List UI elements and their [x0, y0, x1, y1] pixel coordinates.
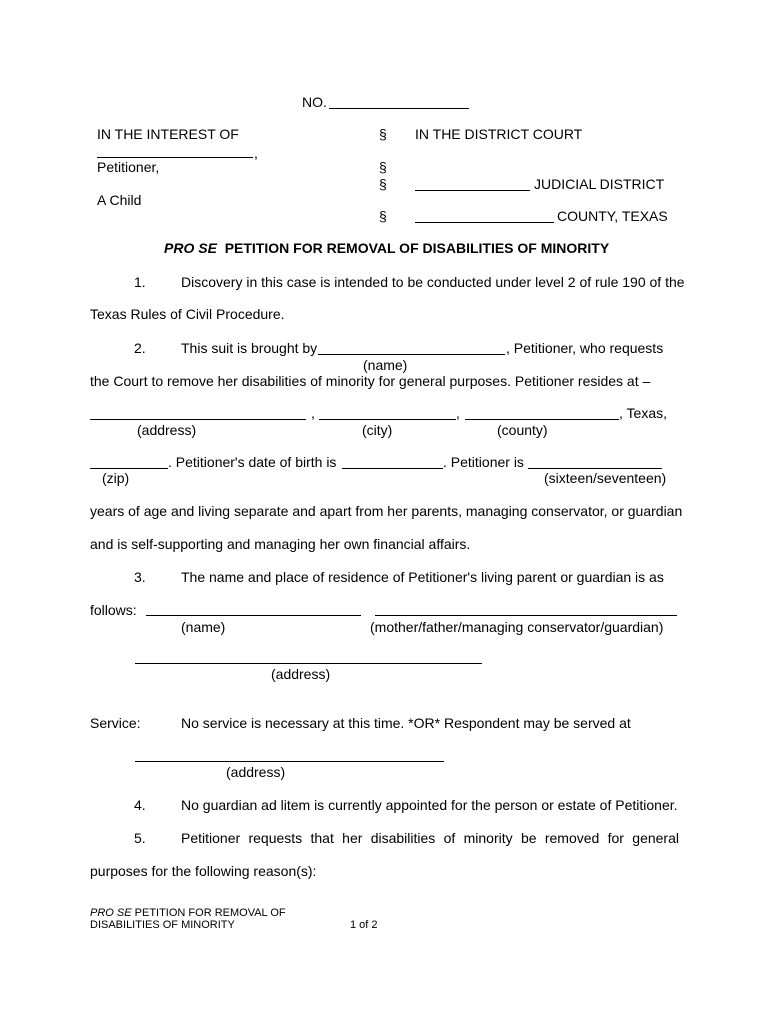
address-blank[interactable]: [90, 419, 306, 420]
dob-blank[interactable]: [342, 468, 443, 469]
service-text: No service is necessary at this time. *OR* Respondent may be served at: [181, 715, 631, 731]
p1-number: 1.: [134, 274, 146, 290]
judicial-district-label: JUDICIAL DISTRICT: [534, 176, 665, 192]
parent-name-blank[interactable]: [146, 615, 361, 616]
city-blank[interactable]: [319, 419, 456, 420]
p3-follows: follows:: [90, 602, 137, 618]
p2-number: 2.: [134, 340, 146, 356]
service-label: Service:: [90, 715, 141, 731]
caption-comma: ,: [254, 145, 258, 161]
caption-interest-of: IN THE INTEREST OF: [97, 126, 239, 142]
footer-pro-se: PRO SE: [90, 907, 132, 919]
p2-self-line: and is self-supporting and managing her own financial affairs.: [90, 536, 471, 552]
p4-text: No guardian ad litem is currently appointed for the person or estate of Petitioner.: [181, 797, 678, 813]
p2-years-line: years of age and living separate and apart from her parents, managing conservator, or guardian: [90, 503, 683, 519]
county-texas-label: COUNTY, TEXAS: [557, 208, 668, 224]
p1-line1: Discovery in this case is intended to be conducted under level 2 of rule 190 of the: [181, 274, 685, 290]
title-rest: PETITION FOR REMOVAL OF DISABILITIES OF MINORITY: [224, 240, 610, 256]
judicial-district-blank[interactable]: [415, 190, 530, 191]
age-blank[interactable]: [528, 468, 662, 469]
p3-number: 3.: [134, 569, 146, 585]
parent-address-blank[interactable]: [135, 663, 482, 664]
p4-number: 4.: [134, 797, 146, 813]
p5-number: 5.: [134, 830, 146, 846]
child-name-blank[interactable]: [97, 157, 253, 158]
parent-relation-blank[interactable]: [375, 615, 677, 616]
caption-petitioner: Petitioner,: [97, 159, 160, 175]
p5-line1: Petitioner requests that her disabilities of minority be removed for general: [181, 830, 679, 846]
section-symbol-3: §: [379, 176, 387, 192]
label-address: (address): [137, 422, 197, 438]
section-symbol-2: §: [379, 159, 387, 175]
label-zip: (zip): [102, 470, 130, 486]
case-number-label: NO.: [302, 94, 327, 110]
footer-line2: DISABILITIES OF MINORITY: [90, 919, 235, 931]
section-symbol-4: §: [379, 208, 387, 224]
label-age: (sixteen/seventeen): [544, 470, 667, 486]
label-county: (county): [497, 422, 548, 438]
p2-brought-by: This suit is brought by: [181, 340, 318, 356]
case-number-blank[interactable]: [329, 108, 469, 109]
document-title: [164, 240, 609, 256]
label-respondent-address: (address): [226, 764, 286, 780]
sep-comma-2: ,: [456, 405, 460, 421]
footer-line1-rest: PETITION FOR REMOVAL OF: [134, 907, 286, 919]
label-city: (city): [362, 422, 393, 438]
p2-who-requests: , Petitioner, who requests: [506, 340, 664, 356]
district-court-label: IN THE DISTRICT COURT: [415, 126, 583, 142]
petitioner-name-blank[interactable]: [318, 354, 505, 355]
label-parent-relation: (mother/father/managing conservator/guardian): [370, 619, 664, 635]
title-pro-se: PRO SE: [164, 240, 217, 256]
p1-line2: Texas Rules of Civil Procedure.: [90, 306, 285, 322]
p2-line2: the Court to remove her disabilities of minority for general purposes. Petitioner resides at –: [90, 373, 651, 389]
p2-is-text: . Petitioner is: [443, 454, 524, 470]
respondent-address-blank[interactable]: [135, 761, 444, 762]
footer-page-number: 1 of 2: [350, 919, 378, 931]
label-petitioner-name: (name): [363, 357, 408, 373]
section-symbol-1: §: [379, 126, 387, 142]
p5-line2: purposes for the following reason(s):: [90, 863, 317, 879]
county-blank[interactable]: [415, 222, 554, 223]
county-residence-blank[interactable]: [465, 419, 619, 420]
p2-dob-text: . Petitioner's date of birth is: [168, 454, 337, 470]
texas-label: , Texas,: [619, 405, 667, 421]
sep-comma-1: ,: [311, 405, 315, 421]
p3-line1: The name and place of residence of Petitioner's living parent or guardian is as: [181, 569, 664, 585]
label-parent-name: (name): [181, 619, 226, 635]
zip-blank[interactable]: [90, 468, 168, 469]
caption-a-child: A Child: [97, 192, 142, 208]
label-parent-address: (address): [271, 666, 331, 682]
